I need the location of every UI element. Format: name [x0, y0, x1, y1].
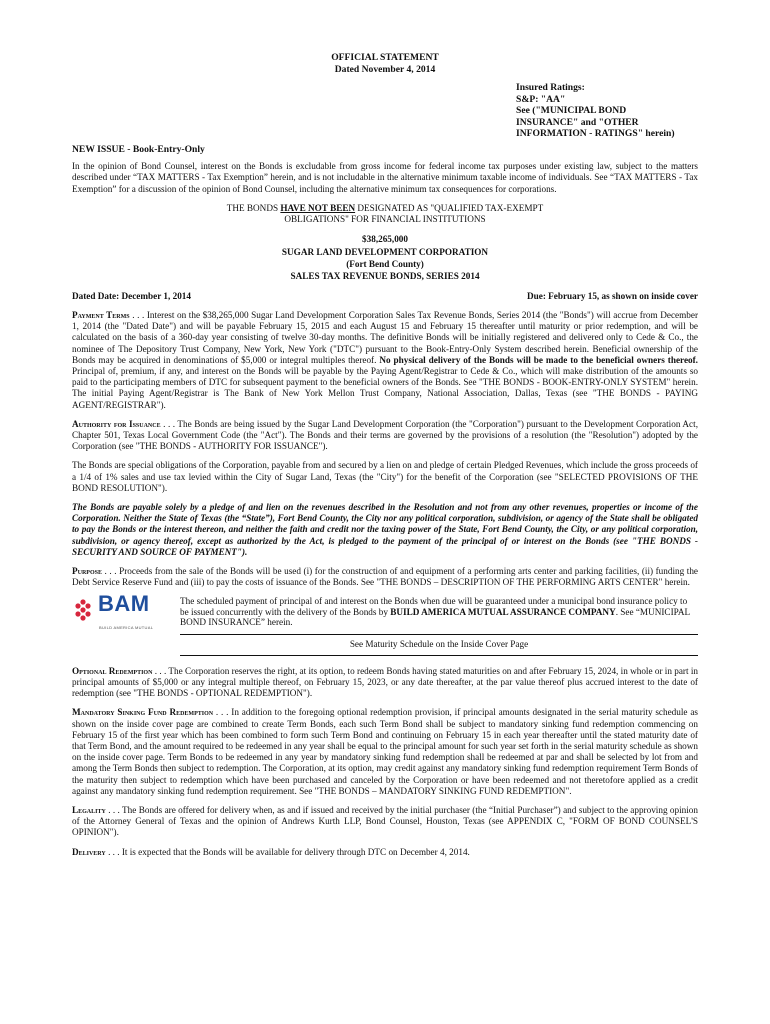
document-title: OFFICIAL STATEMENT [331, 52, 439, 63]
mandatory-sinking-fund-redemption: Mandatory Sinking Fund Redemption . . . In addition to the foregoing optional redemption provision, if principal amounts designated in the serial maturity schedule as shown on the inside cover page are combined to create Term Bonds, each such Term Bond shall be subject to mandatory sinking fund redemption commencing on February 15 of the first year which has been combined to form such Term Bond and continuing on February 15 in each year thereafter until the stated maturity date of that Term Bond, and the amount required to be redeemed in any year shall be equal to the principal amount for such year set forth in the serial maturity schedule as shown on the inside cover page. Term Bonds to be redeemed in any year by mandatory sinking fund redemption shall be redeemed at par and shall be selected by lot from and among the Term Bonds then subject to redemption. The Corporation, at its option, may credit against any mandatory sinking fund redemption requirement Term Bonds of the maturity then subject to redemption which have been purchased and canceled by the Corporation or have been redeemed and not theretofore applied as a credit against any mandatory sinking fund redemption requirement. See "THE BONDS – MANDATORY SINKING FUND REDEMPTION". [72, 707, 698, 796]
bam-insurance-text: The scheduled payment of principal of and interest on the Bonds when due will be guaranteed under a municipal bond insurance policy to be issued concurrently with the delivery of the Bonds by BUILD AMERICA MUTUAL ASSURANCE COMPANY. See “MUNICIPAL BOND INSURANCE” herein. [180, 596, 690, 628]
payable-solely: The Bonds are payable solely by a pledge of and lien on the revenues described in the Resolution and not from any other revenues, properties or income of the Corporation. Neither the State of Texas (the “State”), Fort Bend County, the City nor any political corporation, subdivision, or agency of the State shall be obligated to pay the Bonds or the interest thereon, and neither the faith and credit nor the taxing power of the State, Fort Bend County, the City, or any political corporation, subdivision, or agency thereof, except as authorized by the Act, is pledged to the payment of the principal of or interest on the Bonds (see "THE BONDS - SECURITY AND SOURCE OF PAYMENT"). [72, 502, 698, 557]
bam-logo-subtext: BUILD AMERICA MUTUAL [99, 625, 154, 631]
payment-terms: Payment Terms . . . Interest on the $38,265,000 Sugar Land Development Corporation Sales Tax Revenue Bonds, Series 2014 (the "Bonds") will accrue from December 1, 2014 (the "Dated Date") and will be payable February 15, 2015 and each August 15 and February 15 thereafter until maturity or prior redemption, and will be calculated on the basis of a 360-day year consisting of twelve 30-day months. The definitive Bonds will be initially registered and delivered only to Cede & Co., the nominee of The Depository Trust Company, New York, New York ("DTC") pursuant to the Book-Entry-Only System described herein. Beneficial ownership of the Bonds may be acquired in denominations of $5,000 or integral multiples thereof. No physical delivery of the Bonds will be made to the beneficial owners thereof. Principal of, premium, if any, and interest on the Bonds will be payable by the Paying Agent/Registrar to Cede & Co., which will make distribution of the amounts so paid to the participating members of DTC for subsequent payment to the beneficial owners of the Bonds. See "THE BONDS - BOOK-ENTRY-ONLY SYSTEM" herein. The initial Paying Agent/Registrar is The Bank of New York Mellon Trust Company, National Association, Dallas, Texas (see "THE BONDS - PAYING AGENT/REGISTRAR"). [72, 310, 698, 410]
optional-redemption: Optional Redemption . . . The Corporation reserves the right, at its option, to redeem Bonds having stated maturities on and after February 15, 2024, in whole or in part in principal amounts of $5,000 or any integral multiple thereof, on February 15, 2023, or any date thereafter, at the par value thereof plus accrued interest to the date of redemption (see "THE BONDS - OPTIONAL REDEMPTION"). [72, 665, 698, 699]
series-name: SALES TAX REVENUE BONDS, SERIES 2014 [290, 271, 480, 282]
document-date: Dated November 4, 2014 [334, 64, 436, 75]
bond-counsel-opinion: In the opinion of Bond Counsel, interest on the Bonds is excludable from gross income for federal income tax purposes under existing law, subject to the matters described under “TAX MATTERS - Tax Exemption” herein, and is not includable in the alternative minimum taxable income of individuals. See “TAX MATTERS - Tax Exemption” for a discussion of the opinion of Bond Counsel, including the alternative minimum tax consequences for corporations. [72, 161, 698, 194]
authority-for-issuance: Authority for Issuance . . . The Bonds are being issued by the Sugar Land Development Corporation (the "Corporation") pursuant to the Development Corporation Act, Chapter 501, Texas Local Government Code (the "Act"). The Bonds and their terms are governed by the provisions of a resolution (the "Resolution") adopted by the Corporation (see "THE BONDS - AUTHORITY FOR ISSUANCE"). [72, 418, 698, 452]
special-obligations: The Bonds are special obligations of the Corporation, payable from and secured by a lien on and pledge of certain Pledged Revenues, which include the gross proceeds of a 1/4 of 1% sales and use tax levied within the City of Sugar Land, Texas (the "City") for the benefit of the Corporation (see "SELECTED PROVISIONS OF THE BOND RESOLUTION"). [72, 460, 698, 493]
maturity-schedule-note: See Maturity Schedule on the Inside Cover Page [349, 639, 529, 650]
issue-amount: $38,265,000 [362, 234, 408, 245]
issuer-name: SUGAR LAND DEVELOPMENT CORPORATION [281, 246, 489, 257]
official-statement-page [72, 52, 698, 858]
due-date: Due: February 15, as shown on inside cover [527, 290, 698, 301]
bam-insurance-block [72, 591, 698, 631]
bam-logo-text: BAM [98, 591, 150, 617]
county: (Fort Bend County) [346, 259, 424, 269]
new-issue-heading: NEW ISSUE - Book-Entry-Only [72, 143, 205, 155]
legality: Legality . . . The Bonds are offered for delivery when, as and if issued and received by the initial purchaser (the “Initial Purchaser”) and subject to the approving opinion of the Attorney General of Texas and the opinion of Andrews Kurth LLP, Bond Counsel, Houston, Texas (see APPENDIX C, "FORM OF BOND COUNSEL'S OPINION"). [72, 804, 698, 838]
delivery: Delivery . . . It is expected that the Bonds will be available for delivery through DTC on December 4, 2014. [72, 846, 470, 857]
issue-block [72, 233, 698, 283]
dated-date: Dated Date: December 1, 2014 [72, 290, 191, 301]
designation-notice: THE BONDS HAVE NOT BEEN DESIGNATED AS "QUALIFIED TAX-EXEMPT OBLIGATIONS" FOR FINANCIAL INSTITUTIONS [226, 202, 544, 224]
dates-row [72, 291, 698, 302]
insured-ratings: Insured Ratings: S&P: "AA" See ("MUNICIPAL BOND INSURANCE" and "OTHER INFORMATION - RATINGS" herein) [516, 82, 675, 140]
purpose: Purpose . . . Proceeds from the sale of the Bonds will be used (i) for the construction of and equipment of a performing arts center and parking facilities, (ii) funding the Debt Service Reserve Fund and (iii) to pay the costs of issuance of the Bonds. See "THE BONDS – DESCRIPTION OF THE PERFORMING ARTS CENTER" herein. [72, 566, 698, 588]
bam-logo [72, 591, 172, 631]
divider-bottom [180, 655, 698, 656]
